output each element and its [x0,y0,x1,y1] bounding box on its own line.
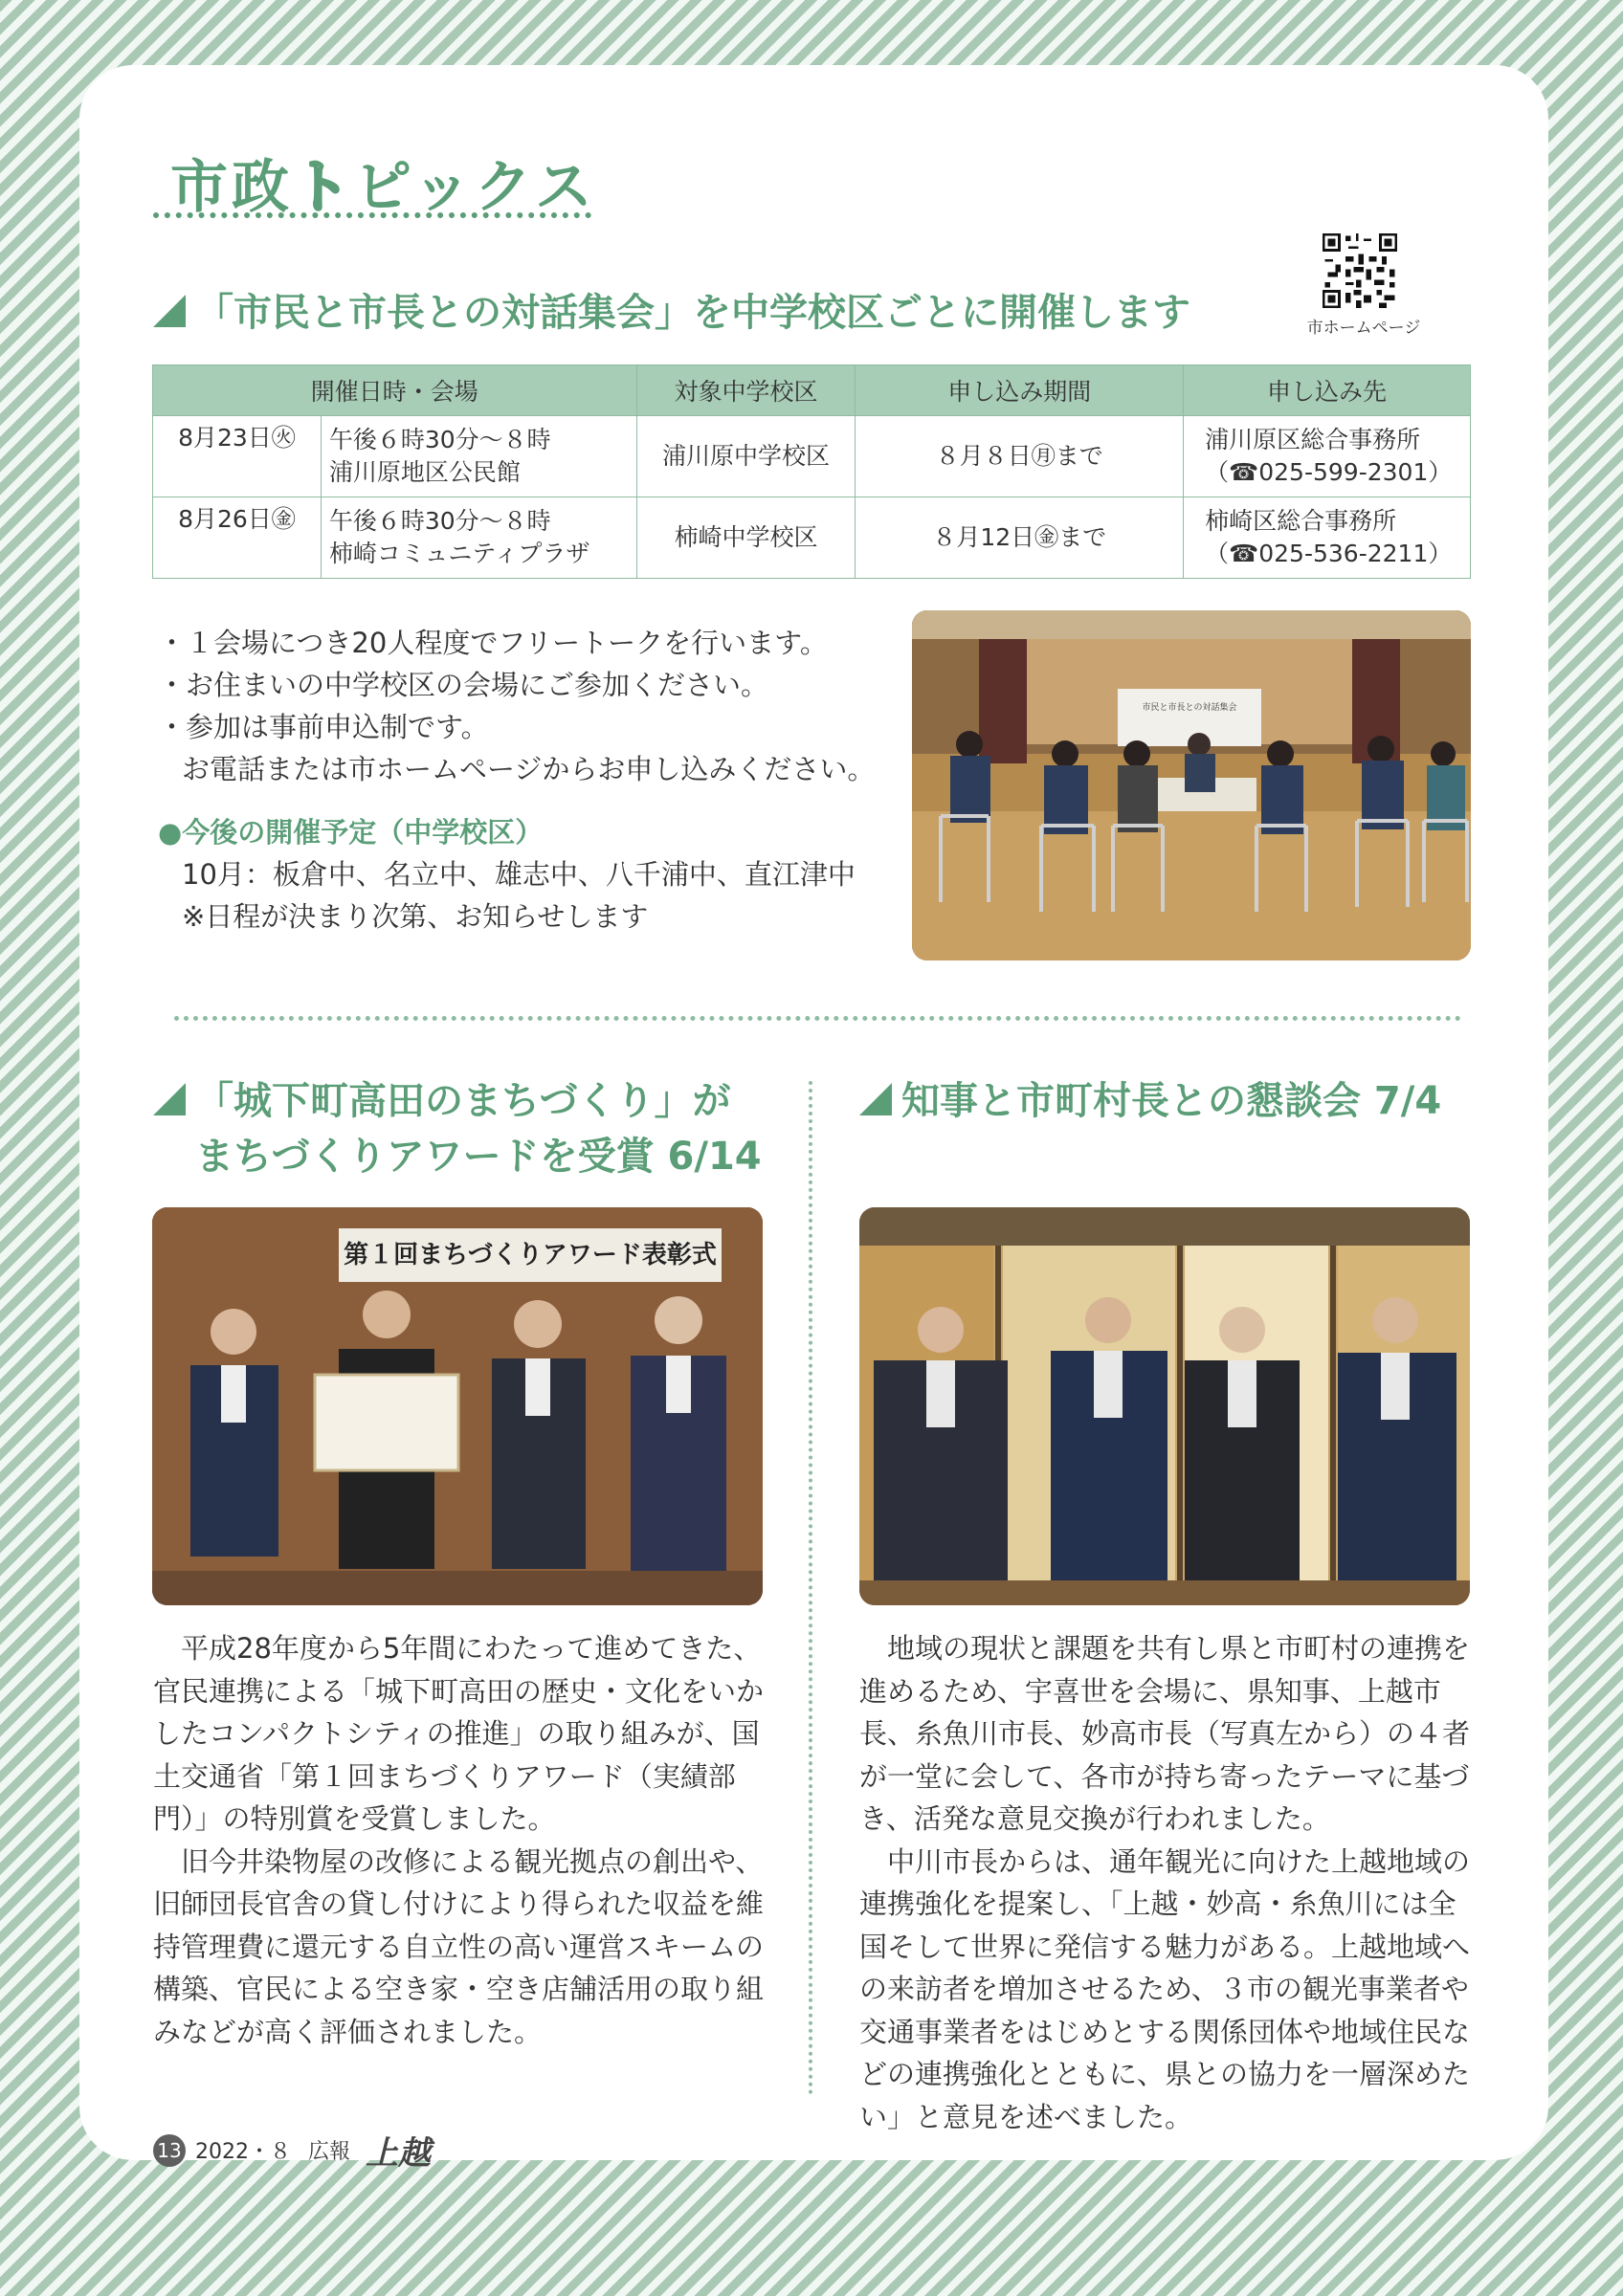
bullet-item: ・１会場につき20人程度でフリートークを行います。 [158,627,828,659]
qr-caption: 市ホームページ [1306,319,1421,338]
article2-heading-line2: まちづくりアワードを受賞 6/14 [195,1135,762,1179]
table-header: 開催日時・会場 [153,365,637,416]
bullet-item: ・参加は事前申込制です。 [158,711,489,743]
publication-label: 広報 [308,2140,351,2164]
table-row [153,416,1471,497]
section-divider [174,1016,1461,1021]
section-title-glyph: ト [293,154,354,221]
article2-heading-line1: 「城下町高田のまちづくり」が [195,1079,731,1123]
table-row [153,497,1471,579]
time-venue-cell [321,497,636,579]
bullet-continuation: お電話または市ホームページからお申し込みください。 [182,753,876,785]
article3-body [859,1627,1472,2138]
schedule-table [152,364,1471,579]
article3-paragraph: 地域の現状と課題を共有し県と市町村の連携を進めるため、宇喜世を会場に、県知事、上越市長、糸魚川市長、妙高市長（写真左から）の４者が一堂に会して、各市が持ち寄ったテーマに基づき、活発な意見交換が行われました。 [859,1632,1471,1835]
schedule-line: 10月：板倉中、名立中、雄志中、八千浦中、直江津中 [182,858,856,891]
award-photo [152,1207,763,1605]
page-footer [153,2127,431,2174]
meeting-photo [912,610,1471,960]
venue-text: 柿崎コミュニティプラザ [328,540,590,567]
article3-heading-text: 知事と市町村長との懇談会 7/4 [901,1079,1442,1123]
contact-name: 柿崎区総合事務所 [1205,507,1397,535]
period-cell: ８月12日㊎まで [856,497,1184,579]
table-header: 対象中学校区 [636,365,856,416]
article3-paragraph: 中川市長からは、通年観光に向けた上越地域の連携強化を提案し、「上越・妙高・糸魚川には全国そして世界に発信する魅力がある。上越地域への来訪者を増加させるため、３市の観光事業者や交通事業者をはじめとする関係団体や地域住民などの連携強化とともに、県との協力を一層深めたい」と意見を述べました。 [859,1844,1471,2133]
column-divider [809,1081,812,2095]
section-title-part2: ピックス [354,154,596,221]
article2-paragraph: 平成28年度から5年間にわたって進めてきた、官民連携による「城下町高田の歴史・文化をいかしたコンパクトシティの推進」の取り組みが、国土交通省「第１回まちづくりアワード（実績部門）」の特別賞を受賞しました。 [153,1632,765,1835]
date-cell: 8月23日㊋ [153,416,322,497]
article2-heading [153,1073,762,1184]
article2-body [153,1627,766,2053]
schedule-heading: ●今後の開催予定（中学校区） [158,816,544,849]
heading-marker-icon [859,1083,892,1115]
article2-paragraph: 旧今井染物屋の改修による観光拠点の創出や、旧師団長官舎の貸し付けにより得られた収益を維持管理費に還元する自立性の高い運営スキームの構築、官民による空き家・空き店舗活用の取り組みなどが高く評価されました。 [153,1844,765,2048]
heading-marker-icon [153,1083,186,1115]
contact-name: 浦川原区総合事務所 [1205,426,1421,453]
article3-heading [859,1073,1441,1129]
governor-photo [859,1207,1470,1605]
table-header: 申し込み期間 [856,365,1184,416]
bullet-item: ・お住まいの中学校区の会場にご参加ください。 [158,669,769,701]
contact-cell [1184,497,1471,579]
table-header-row [153,365,1471,416]
qr-code-icon[interactable] [1323,233,1397,308]
district-cell: 柿崎中学校区 [636,497,856,579]
page-number: 13 [153,2134,186,2167]
period-cell: ８月８日㊊まで [856,416,1184,497]
contact-tel[interactable]: （☎025-599-2301） [1205,458,1453,486]
date-cell: 8月26日㊎ [153,497,322,579]
section-title-part1: 市政 [170,154,293,221]
article1-bullets [158,622,875,938]
title-underline [153,212,591,218]
venue-text: 浦川原地区公民館 [328,458,521,486]
article1-heading [153,285,1190,341]
article1-heading-text: 「市民と市長との対話集会」を中学校区ごとに開催します [195,291,1190,335]
issue-date: 2022・８ [195,2140,291,2164]
time-text: 午後６時30分～８時 [328,426,551,453]
time-text: 午後６時30分～８時 [328,507,551,535]
publication-logo: 上越 [366,2134,432,2173]
heading-marker-icon [153,295,186,327]
time-venue-cell [321,416,636,497]
district-cell: 浦川原中学校区 [636,416,856,497]
contact-cell [1184,416,1471,497]
schedule-note: ※日程が決まり次第、お知らせします [182,900,649,933]
table-header: 申し込み先 [1184,365,1471,416]
award-banner-text: 第１回まちづくりアワード表彰式 [344,1241,717,1269]
contact-tel[interactable]: （☎025-536-2211） [1205,540,1453,567]
meeting-sign-text: 市民と市長との対話集会 [1142,703,1237,713]
